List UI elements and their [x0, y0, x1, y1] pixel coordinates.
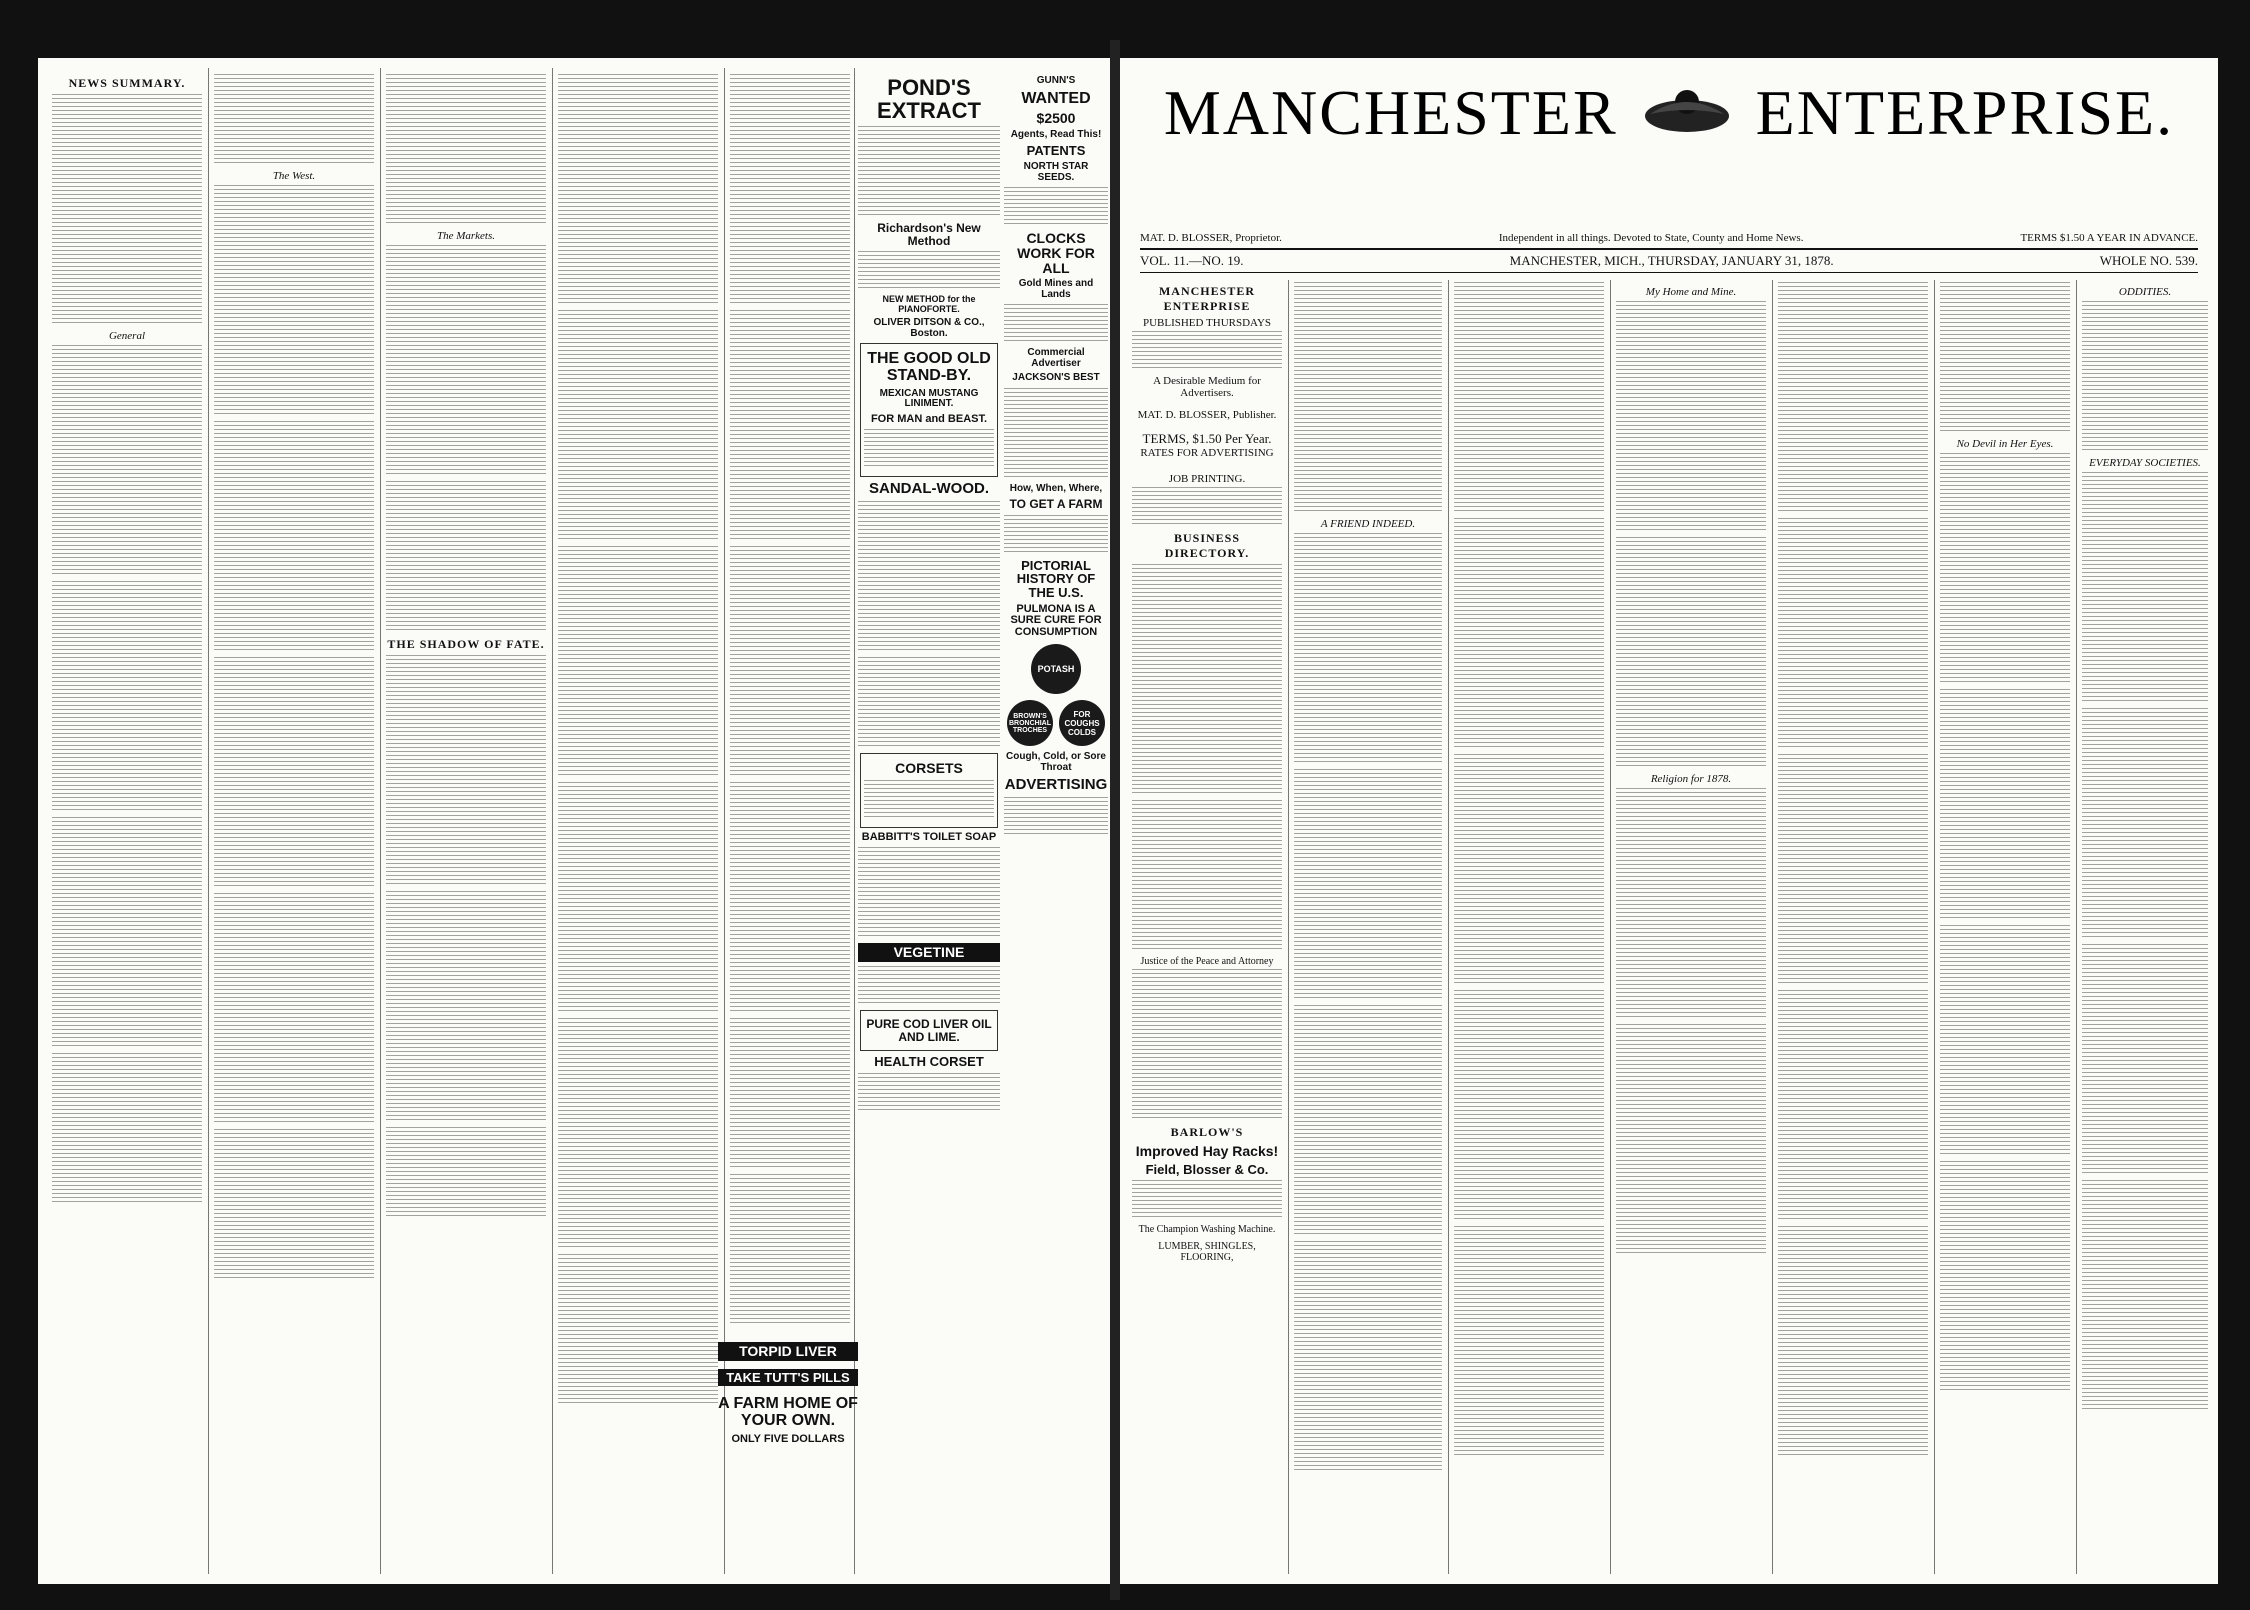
ad-text [1004, 388, 1108, 478]
text-block [386, 891, 546, 1121]
text-block [1778, 1226, 1928, 1456]
job-printing-line: JOB PRINTING. [1168, 473, 1246, 485]
text-block [214, 657, 374, 887]
patents-ad: PATENTS [1026, 143, 1086, 159]
general-subheading: General [108, 330, 146, 342]
text-block [1132, 969, 1282, 1119]
whole-number: WHOLE NO. 539. [2099, 253, 2198, 268]
ad-text [864, 429, 994, 467]
text-block [1616, 537, 1766, 767]
text-block [52, 1053, 202, 1203]
liver-ads [718, 1338, 858, 1449]
text-block [730, 546, 850, 776]
text-block [558, 1254, 718, 1404]
cough-cold-line: Cough, Cold, or Sore Throat [1006, 751, 1106, 773]
text-block [1132, 487, 1282, 525]
justice-line: Justice of the Peace and Attorney [1140, 956, 1274, 967]
ditson-ad: OLIVER DITSON & CO., Boston. [873, 317, 985, 339]
corsets-title: CORSETS [895, 760, 963, 777]
left-page [38, 58, 1110, 1584]
paper-name: MANCHESTER ENTERPRISE [1158, 284, 1255, 313]
text-block [2082, 1180, 2208, 1410]
advertising-ad: ADVERTISING [1004, 776, 1108, 794]
left-column-4 [558, 72, 718, 1570]
salary-ad: $2500 [1036, 110, 1076, 127]
torpid-liver-ad: TORPID LIVER [718, 1342, 858, 1361]
column-rule [380, 68, 381, 1574]
new-method-ad: NEW METHOD for the PIANOFORTE. [882, 294, 976, 314]
north-star-seeds-ad: NORTH STAR SEEDS. [1023, 161, 1089, 183]
ad-text [858, 966, 1000, 1004]
motto: Independent in all things. Devoted to State, County and Home News. [1498, 232, 1804, 244]
ad-text [858, 657, 1000, 747]
text-block [1616, 301, 1766, 531]
text-block [1454, 754, 1604, 984]
text-block [558, 546, 718, 776]
west-subheading: The West. [272, 170, 316, 182]
mustang-ad-box [860, 343, 998, 477]
potash-ad [1004, 644, 1108, 694]
richardson-ad: Richardson's New Method [877, 221, 981, 248]
coughs-colds-seal: FOR COUGHS COLDS [1059, 700, 1105, 746]
text-block [1132, 564, 1282, 794]
ads-column-2 [1004, 72, 1108, 1570]
left-column-2 [214, 72, 374, 1570]
text-block [1778, 754, 1928, 984]
washing-machine-line: The Champion Washing Machine. [1138, 1224, 1276, 1236]
publisher-line: MAT. D. BLOSSER, Publisher. [1137, 409, 1277, 421]
text-block [52, 581, 202, 811]
text-block [558, 74, 718, 304]
ad-text [858, 847, 1000, 937]
text-block [1940, 453, 2070, 683]
religion-heading: Religion for 1878. [1650, 773, 1732, 785]
clocks-ad: CLOCKS WORK FOR ALL [1017, 230, 1095, 276]
ads-column-1 [858, 72, 1000, 1570]
column-rule [1772, 280, 1773, 1574]
man-and-beast: FOR MAN and BEAST. [870, 412, 988, 425]
text-block [1778, 518, 1928, 748]
text-block [730, 1174, 850, 1324]
page-gutter [1110, 40, 1120, 1600]
lumber-line: LUMBER, SHINGLES, FLOORING, [1158, 1241, 1256, 1264]
ad-text [858, 501, 1000, 651]
eagle-emblem-icon [1642, 84, 1732, 142]
text-block [1132, 1180, 1282, 1218]
text-block [730, 782, 850, 1012]
good-old-standby-ad: THE GOOD OLD STAND-BY. [867, 350, 991, 385]
right-column-3 [1454, 280, 1604, 1570]
masthead [1120, 76, 2218, 186]
five-dollars-ad: ONLY FIVE DOLLARS [731, 1432, 845, 1445]
text-block [52, 817, 202, 1047]
societies-heading: EVERYDAY SOCIETIES. [2089, 457, 2201, 469]
text-block [214, 1129, 374, 1279]
text-block [386, 481, 546, 631]
date-place: MANCHESTER, MICH., THURSDAY, JANUARY 31, 1878. [1509, 253, 1834, 268]
left-column-3 [386, 72, 546, 1570]
left-column-1 [52, 72, 202, 1570]
text-block [1454, 282, 1604, 512]
text-block [558, 782, 718, 1012]
column-rule [1448, 280, 1449, 1574]
hay-racks-ad: Improved Hay Racks! [1135, 1143, 1279, 1159]
medium-line: A Desirable Medium for Advertisers. [1153, 375, 1261, 399]
right-column-4 [1616, 280, 1766, 1570]
text-block [1778, 990, 1928, 1220]
text-block [2082, 301, 2208, 451]
mustang-liniment: MEXICAN MUSTANG LINIMENT. [879, 387, 979, 410]
pulmona-ad: PULMONA IS A SURE CURE FOR CONSUMPTION [1010, 602, 1102, 638]
text-block [1294, 282, 1442, 512]
text-block [2082, 944, 2208, 1174]
text-block [1294, 1241, 1442, 1471]
terms: TERMS $1.50 A YEAR IN ADVANCE. [2020, 232, 2198, 244]
oddities-heading: ODDITIES. [2118, 286, 2172, 298]
text-block [1778, 282, 1928, 512]
right-column-6 [1940, 280, 2070, 1570]
dateline [1140, 248, 2198, 273]
text-block [214, 421, 374, 651]
terms-line: TERMS, $1.50 Per Year. [1142, 431, 1272, 446]
text-block [730, 74, 850, 304]
text-block [1132, 800, 1282, 950]
column-rule [2076, 280, 2077, 1574]
title-left: MANCHESTER [1163, 77, 1618, 148]
markets-subheading: The Markets. [436, 230, 496, 242]
ad-text [1004, 304, 1108, 342]
right-page [1120, 58, 2218, 1584]
ad-text [858, 126, 1000, 216]
column-rule [208, 68, 209, 1574]
text-block [558, 1018, 718, 1248]
rates-line: RATES FOR ADVERTISING [1140, 447, 1274, 459]
column-rule [552, 68, 553, 1574]
gold-mines-ad: Gold Mines and Lands [1018, 278, 1094, 300]
title-right: ENTERPRISE. [1755, 77, 2175, 148]
text-block [214, 185, 374, 415]
shadow-of-fate-heading: THE SHADOW OF FATE. [387, 637, 545, 651]
barlow-heading: BARLOW'S [1170, 1125, 1244, 1139]
column-rule [1610, 280, 1611, 1574]
news-summary-heading: NEWS SUMMARY. [68, 76, 186, 90]
vegetine-ad: VEGETINE [858, 943, 1000, 962]
text-block [2082, 472, 2208, 702]
text-block [1454, 1226, 1604, 1456]
ponds-extract-ad: POND'S EXTRACT [877, 75, 981, 124]
browns-troches-seal: BROWN'S BRONCHIAL TROCHES [1007, 700, 1053, 746]
masthead-title [1120, 76, 2218, 150]
sandalwood-ad: SANDAL-WOOD. [869, 480, 989, 498]
text-block [52, 94, 202, 324]
text-block [386, 74, 546, 224]
wanted-ad: WANTED [1021, 89, 1091, 107]
ad-text [858, 251, 1000, 289]
agents-ad: Agents, Read This! [1010, 128, 1102, 140]
my-home-heading: My Home and Mine. [1645, 286, 1737, 298]
text-block [1940, 689, 2070, 919]
text-block [386, 655, 546, 885]
proprietor: MAT. D. BLOSSER, Proprietor. [1140, 232, 1282, 244]
text-block [1294, 769, 1442, 999]
farm-question-ad: How, When, Where, [1009, 482, 1103, 494]
text-block [1616, 788, 1766, 1018]
text-block [2082, 708, 2208, 938]
corsets-ad [860, 753, 998, 828]
text-block [1616, 1024, 1766, 1254]
right-column-2 [1294, 280, 1442, 1570]
column-rule [1288, 280, 1289, 1574]
right-column-1 [1132, 280, 1282, 1570]
column-rule [1934, 280, 1935, 1574]
text-block [730, 1018, 850, 1168]
friend-indeed-heading: A FRIEND INDEED. [1320, 518, 1416, 530]
text-block [1132, 331, 1282, 369]
text-block [386, 245, 546, 475]
text-block [1454, 518, 1604, 748]
no-devil-heading: No Devil in Her Eyes. [1956, 438, 2054, 450]
text-block [1940, 925, 2070, 1155]
field-blosser-ad: Field, Blosser & Co. [1145, 1161, 1269, 1177]
text-block [386, 1127, 546, 1217]
text-block [1940, 282, 2070, 432]
right-column-5 [1778, 280, 1928, 1570]
jackson-ad: JACKSON'S BEST [1012, 372, 1100, 384]
publication-line [1140, 232, 2198, 244]
tutts-pills-ad: TAKE TUTT'S PILLS [718, 1369, 858, 1387]
potash-seal: POTASH [1031, 644, 1081, 694]
text-block [1294, 533, 1442, 763]
cod-liver-title: PURE COD LIVER OIL AND LIME. [866, 1017, 992, 1044]
ad-text [1004, 515, 1108, 553]
ad-text [1004, 187, 1108, 225]
text-block [1454, 990, 1604, 1220]
ad-text [1004, 797, 1108, 835]
volume-number: VOL. 11.—NO. 19. [1140, 253, 1244, 268]
text-block [730, 310, 850, 540]
text-block [52, 345, 202, 575]
warner-corset-ad: HEALTH CORSET [874, 1054, 984, 1070]
published-line: PUBLISHED THURSDAYS [1142, 317, 1272, 329]
text-block [214, 893, 374, 1123]
commercial-advertiser-ad: Commercial Advertiser [1027, 347, 1085, 369]
troches-ads [1004, 700, 1108, 746]
cod-liver-oil-ad [860, 1010, 998, 1051]
pictorial-history-ad: PICTORIAL HISTORY OF THE U.S. [1016, 557, 1096, 601]
farm-home-ad: A FARM HOME OF YOUR OWN. [718, 1395, 858, 1430]
text-block [1294, 1005, 1442, 1235]
babbitt-soap-ad: BABBITT'S TOILET SOAP [861, 830, 997, 843]
ad-text [864, 780, 994, 818]
text-block [1940, 1161, 2070, 1391]
right-column-7 [2082, 280, 2208, 1570]
text-block [558, 310, 718, 540]
text-block [214, 74, 374, 164]
gunn-ad: GUNN'S [1036, 75, 1076, 86]
ad-text [858, 1073, 1000, 1111]
get-a-farm-ad: TO GET A FARM [1009, 497, 1103, 512]
business-directory-heading: BUSINESS DIRECTORY. [1164, 531, 1250, 560]
